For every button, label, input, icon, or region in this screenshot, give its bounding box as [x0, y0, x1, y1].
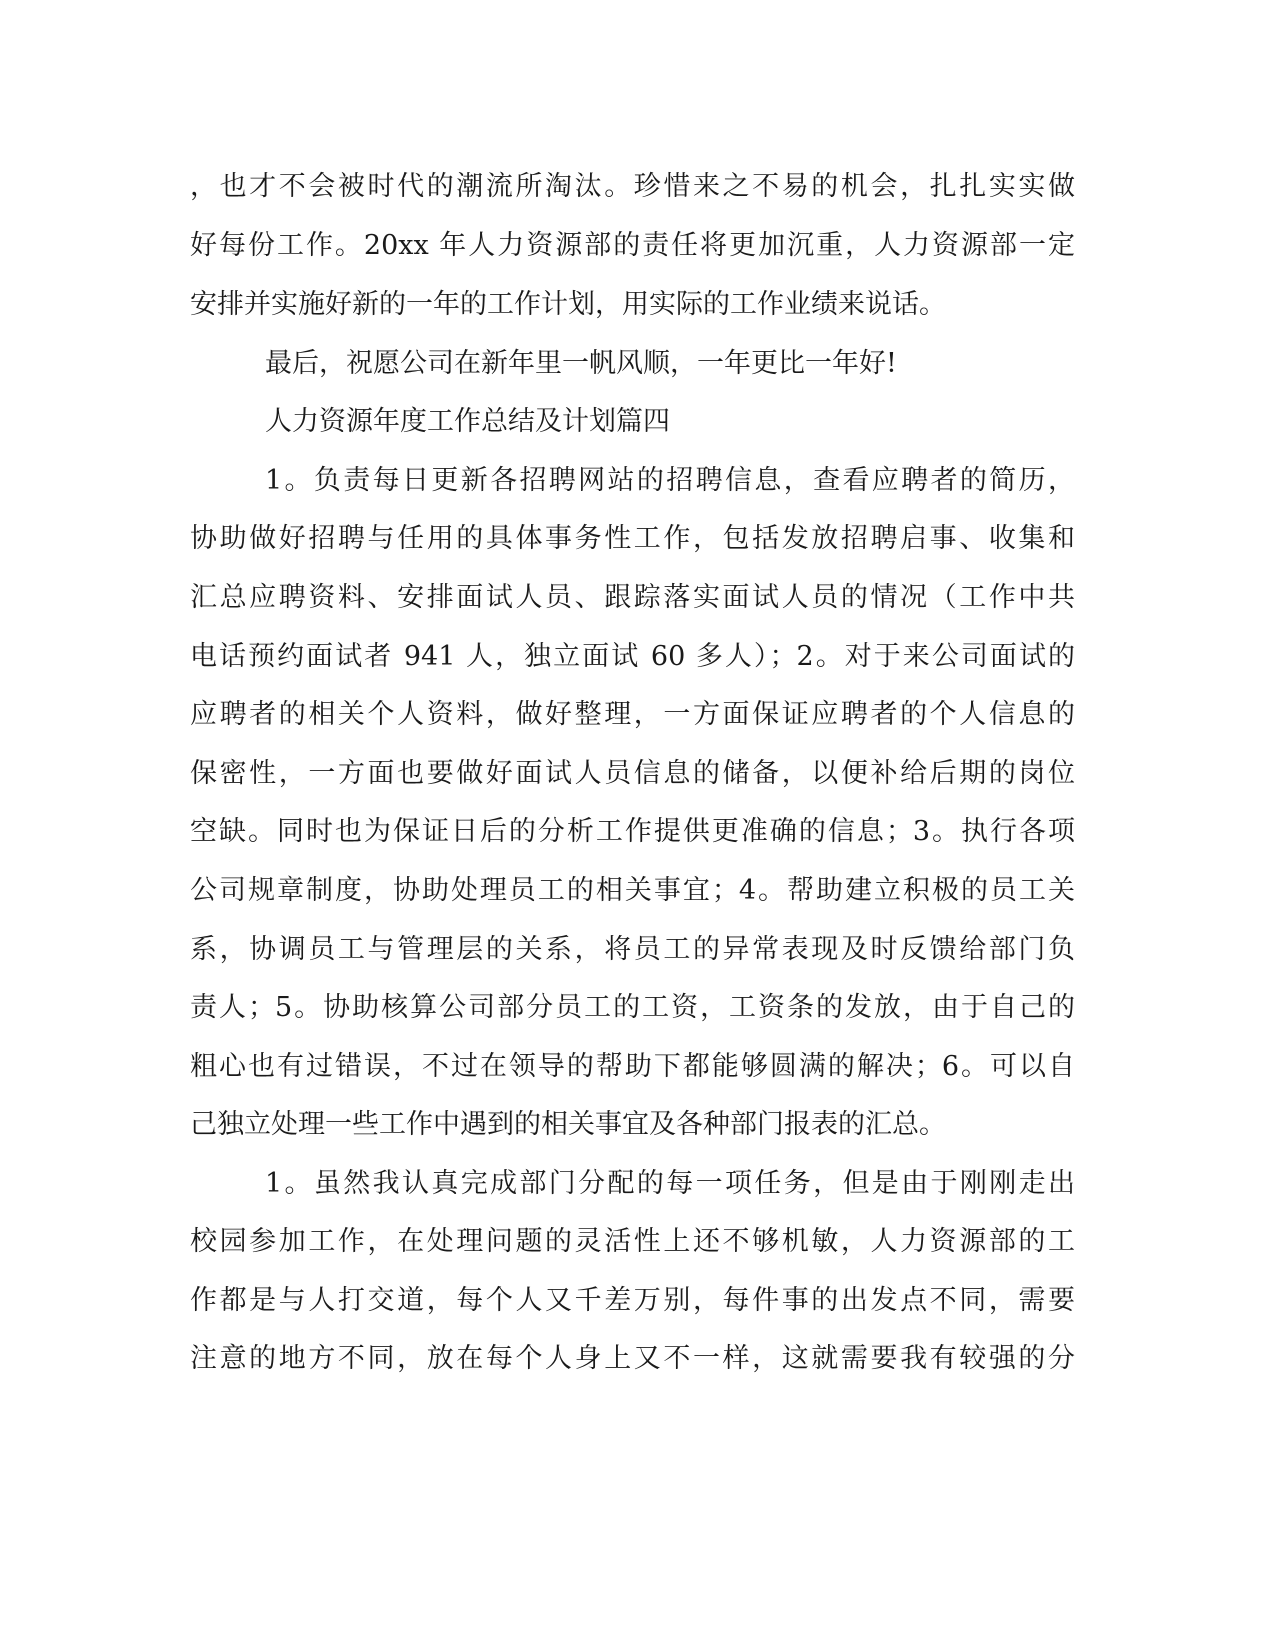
paragraph-line: 公司规章制度，协助处理员工的相关事宜；4。帮助建立积极的员工关: [190, 875, 1075, 906]
paragraph-line: 空缺。同时也为保证日后的分析工作提供更准确的信息；3。执行各项: [190, 816, 1075, 847]
paragraph-line: 1。负责每日更新各招聘网站的招聘信息，查看应聘者的简历，: [265, 465, 1075, 496]
paragraph-line: 粗心也有过错误，不过在领导的帮助下都能够圆满的解决；6。可以自: [190, 1051, 1075, 1082]
paragraph-line: 作都是与人打交道，每个人又千差万别，每件事的出发点不同，需要: [190, 1285, 1075, 1316]
paragraph-line: 汇总应聘资料、安排面试人员、跟踪落实面试人员的情况（工作中共: [190, 582, 1075, 613]
paragraph-line: 保密性，一方面也要做好面试人员信息的储备，以便补给后期的岗位: [190, 758, 1075, 789]
paragraph-line: 系，协调员工与管理层的关系，将员工的异常表现及时反馈给部门负: [190, 934, 1075, 965]
section-heading: 人力资源年度工作总结及计划篇四: [265, 406, 670, 437]
paragraph-line: 好每份工作。20xx 年人力资源部的责任将更加沉重，人力资源部一定: [190, 230, 1075, 261]
paragraph-line: 校园参加工作，在处理问题的灵活性上还不够机敏，人力资源部的工: [190, 1226, 1075, 1257]
paragraph-line: 己独立处理一些工作中遇到的相关事宜及各种部门报表的汇总。: [190, 1109, 946, 1140]
paragraph-line: 电话预约面试者 941 人，独立面试 60 多人）；2。对于来公司面试的: [190, 641, 1075, 672]
paragraph-line: 应聘者的相关个人资料，做好整理，一方面保证应聘者的个人信息的: [190, 699, 1075, 730]
paragraph-line: 1。虽然我认真完成部门分配的每一项任务，但是由于刚刚走出: [265, 1168, 1075, 1199]
paragraph-line: 协助做好招聘与任用的具体事务性工作，包括发放招聘启事、收集和: [190, 523, 1075, 554]
paragraph-line: ，也才不会被时代的潮流所淘汰。珍惜来之不易的机会，扎扎实实做: [190, 171, 1075, 202]
paragraph-line: 注意的地方不同，放在每个人身上又不一样，这就需要我有较强的分: [190, 1343, 1075, 1374]
paragraph-line: 责人；5。协助核算公司部分员工的工资，工资条的发放，由于自己的: [190, 992, 1075, 1023]
paragraph-line: 安排并实施好新的一年的工作计划，用实际的工作业绩来说话。: [190, 289, 946, 320]
paragraph-line: 最后，祝愿公司在新年里一帆风顺，一年更比一年好!: [265, 348, 897, 379]
